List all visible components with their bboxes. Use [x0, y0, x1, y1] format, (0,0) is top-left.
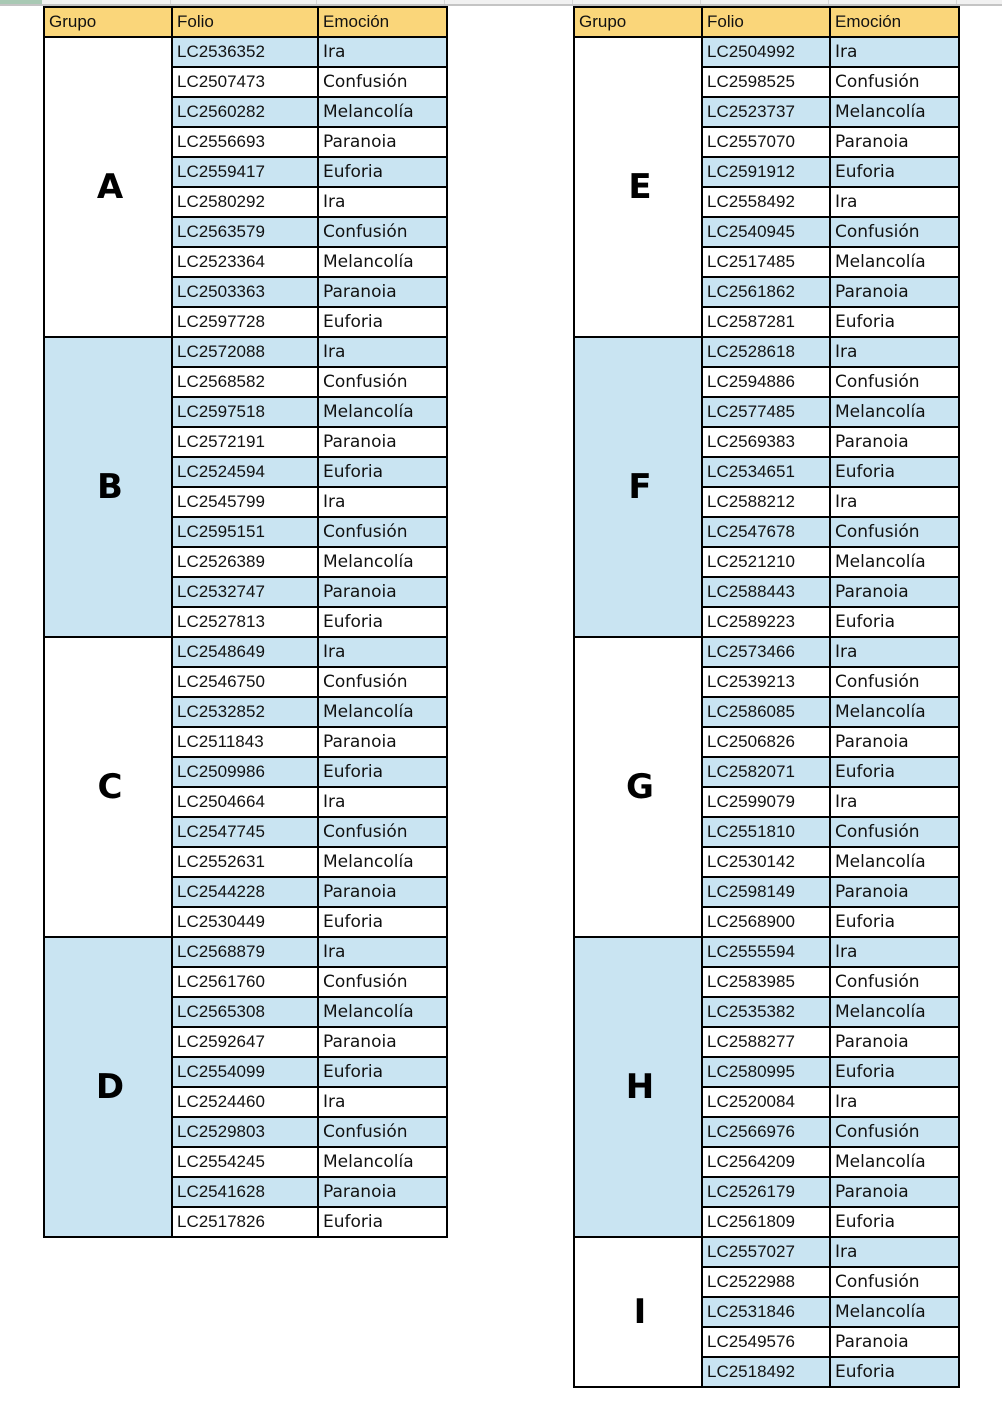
- group-label-cell[interactable]: G: [574, 637, 702, 937]
- folio-cell[interactable]: LC2556693: [172, 127, 318, 157]
- emocion-cell[interactable]: Confusión: [318, 67, 447, 97]
- emocion-cell[interactable]: Ira: [830, 937, 959, 967]
- folio-cell[interactable]: LC2560282: [172, 97, 318, 127]
- folio-cell[interactable]: LC2521210: [702, 547, 830, 577]
- emocion-cell[interactable]: Ira: [830, 187, 959, 217]
- emocion-cell[interactable]: Ira: [830, 1087, 959, 1117]
- folio-cell[interactable]: LC2529803: [172, 1117, 318, 1147]
- emocion-cell[interactable]: Paranoia: [318, 427, 447, 457]
- emocion-cell[interactable]: Confusión: [830, 217, 959, 247]
- emocion-cell[interactable]: Paranoia: [318, 877, 447, 907]
- emocion-cell[interactable]: Paranoia: [318, 727, 447, 757]
- header-grupo[interactable]: Grupo: [574, 7, 702, 37]
- emocion-cell[interactable]: Melancolía: [318, 547, 447, 577]
- table-row: [44, 337, 447, 367]
- emocion-cell[interactable]: Euforia: [830, 307, 959, 337]
- folio-cell[interactable]: LC2509986: [172, 757, 318, 787]
- emocion-cell[interactable]: Melancolía: [830, 1147, 959, 1177]
- emocion-cell[interactable]: Euforia: [318, 607, 447, 637]
- emocion-cell[interactable]: Confusión: [830, 667, 959, 697]
- folio-cell[interactable]: LC2591912: [702, 157, 830, 187]
- folio-cell[interactable]: LC2595151: [172, 517, 318, 547]
- folio-cell[interactable]: LC2541628: [172, 1177, 318, 1207]
- emocion-cell[interactable]: Paranoia: [830, 1177, 959, 1207]
- header-row: [574, 7, 959, 37]
- folio-cell[interactable]: LC2559417: [172, 157, 318, 187]
- header-emocion[interactable]: Emoción: [830, 7, 959, 37]
- emocion-cell[interactable]: Ira: [830, 487, 959, 517]
- folio-cell[interactable]: LC2523364: [172, 247, 318, 277]
- column-divider: [956, 0, 957, 4]
- emocion-cell[interactable]: Confusión: [830, 967, 959, 997]
- folio-cell[interactable]: LC2564209: [702, 1147, 830, 1177]
- emocion-cell[interactable]: Confusión: [830, 817, 959, 847]
- folio-cell[interactable]: LC2524460: [172, 1087, 318, 1117]
- emocion-cell[interactable]: Paranoia: [830, 127, 959, 157]
- emocion-cell[interactable]: Melancolía: [318, 247, 447, 277]
- folio-cell[interactable]: LC2583985: [702, 967, 830, 997]
- emocion-cell[interactable]: Melancolía: [830, 97, 959, 127]
- emocion-cell[interactable]: Melancolía: [318, 697, 447, 727]
- group-label-cell[interactable]: F: [574, 337, 702, 637]
- emocion-cell[interactable]: Paranoia: [318, 127, 447, 157]
- folio-cell[interactable]: LC2507473: [172, 67, 318, 97]
- emocion-cell[interactable]: Confusión: [318, 817, 447, 847]
- folio-cell[interactable]: LC2561760: [172, 967, 318, 997]
- header-emocion[interactable]: Emoción: [318, 7, 447, 37]
- emocion-cell[interactable]: Euforia: [318, 457, 447, 487]
- emocion-cell[interactable]: Confusión: [318, 1117, 447, 1147]
- group-label-cell[interactable]: C: [44, 637, 172, 937]
- emocion-cell[interactable]: Ira: [318, 337, 447, 367]
- emocion-cell[interactable]: Paranoia: [830, 1327, 959, 1357]
- folio-cell[interactable]: LC2520084: [702, 1087, 830, 1117]
- folio-cell[interactable]: LC2518492: [702, 1357, 830, 1387]
- emocion-cell[interactable]: Paranoia: [830, 577, 959, 607]
- folio-cell[interactable]: LC2524594: [172, 457, 318, 487]
- folio-cell[interactable]: LC2586085: [702, 697, 830, 727]
- header-folio[interactable]: Folio: [702, 7, 830, 37]
- emocion-cell[interactable]: Paranoia: [318, 577, 447, 607]
- folio-cell[interactable]: LC2597518: [172, 397, 318, 427]
- folio-cell[interactable]: LC2597728: [172, 307, 318, 337]
- emocion-cell[interactable]: Ira: [830, 37, 959, 67]
- folio-cell[interactable]: LC2517485: [702, 247, 830, 277]
- folio-cell[interactable]: LC2554099: [172, 1057, 318, 1087]
- emocion-cell[interactable]: Euforia: [318, 757, 447, 787]
- emocion-cell[interactable]: Confusión: [830, 1117, 959, 1147]
- emocion-cell[interactable]: Melancolía: [830, 547, 959, 577]
- folio-cell[interactable]: LC2523737: [702, 97, 830, 127]
- emocion-cell[interactable]: Euforia: [830, 1357, 959, 1387]
- folio-cell[interactable]: LC2535382: [702, 997, 830, 1027]
- folio-cell[interactable]: LC2555594: [702, 937, 830, 967]
- folio-cell[interactable]: LC2546750: [172, 667, 318, 697]
- table-row: [574, 37, 959, 67]
- folio-cell[interactable]: LC2548649: [172, 637, 318, 667]
- folio-cell[interactable]: LC2532747: [172, 577, 318, 607]
- folio-cell[interactable]: LC2587281: [702, 307, 830, 337]
- emocion-cell[interactable]: Euforia: [318, 1207, 447, 1237]
- emocion-cell[interactable]: Euforia: [318, 307, 447, 337]
- emocion-cell[interactable]: Melancolía: [830, 697, 959, 727]
- emocion-cell[interactable]: Ira: [318, 187, 447, 217]
- emocion-cell[interactable]: Confusión: [318, 967, 447, 997]
- emocion-cell[interactable]: Paranoia: [318, 1177, 447, 1207]
- folio-cell[interactable]: LC2561809: [702, 1207, 830, 1237]
- folio-cell[interactable]: LC2599079: [702, 787, 830, 817]
- folio-cell[interactable]: LC2539213: [702, 667, 830, 697]
- folio-cell[interactable]: LC2568900: [702, 907, 830, 937]
- emocion-cell[interactable]: Euforia: [318, 907, 447, 937]
- emocion-cell[interactable]: Paranoia: [830, 277, 959, 307]
- folio-cell[interactable]: LC2572088: [172, 337, 318, 367]
- folio-cell[interactable]: LC2530449: [172, 907, 318, 937]
- selected-column-indicator: [0, 0, 42, 4]
- table-row: [44, 937, 447, 967]
- folio-cell[interactable]: LC2565308: [172, 997, 318, 1027]
- folio-cell[interactable]: LC2580995: [702, 1057, 830, 1087]
- folio-cell[interactable]: LC2528618: [702, 337, 830, 367]
- folio-cell[interactable]: LC2534651: [702, 457, 830, 487]
- folio-cell[interactable]: LC2545799: [172, 487, 318, 517]
- folio-cell[interactable]: LC2580292: [172, 187, 318, 217]
- column-divider: [170, 0, 171, 4]
- folio-cell[interactable]: LC2549576: [702, 1327, 830, 1357]
- emocion-cell[interactable]: Confusión: [830, 1267, 959, 1297]
- folio-cell[interactable]: LC2582071: [702, 757, 830, 787]
- folio-cell[interactable]: LC2531846: [702, 1297, 830, 1327]
- folio-cell[interactable]: LC2504664: [172, 787, 318, 817]
- emocion-cell[interactable]: Paranoia: [830, 877, 959, 907]
- emocion-cell[interactable]: Melancolía: [830, 247, 959, 277]
- folio-cell[interactable]: LC2563579: [172, 217, 318, 247]
- emocion-cell[interactable]: Ira: [318, 937, 447, 967]
- folio-cell[interactable]: LC2598149: [702, 877, 830, 907]
- folio-cell[interactable]: LC2568582: [172, 367, 318, 397]
- emocion-cell[interactable]: Melancolía: [830, 1297, 959, 1327]
- folio-cell[interactable]: LC2573466: [702, 637, 830, 667]
- folio-cell[interactable]: LC2503363: [172, 277, 318, 307]
- emocion-cell[interactable]: Euforia: [318, 1057, 447, 1087]
- emocion-cell[interactable]: Melancolía: [318, 97, 447, 127]
- emocion-cell[interactable]: Confusión: [318, 367, 447, 397]
- folio-cell[interactable]: LC2589223: [702, 607, 830, 637]
- folio-cell[interactable]: LC2547678: [702, 517, 830, 547]
- folio-cell[interactable]: LC2592647: [172, 1027, 318, 1057]
- folio-cell[interactable]: LC2540945: [702, 217, 830, 247]
- folio-cell[interactable]: LC2532852: [172, 697, 318, 727]
- emocion-cell[interactable]: Ira: [318, 787, 447, 817]
- emocion-cell[interactable]: Ira: [830, 1237, 959, 1267]
- group-label-cell[interactable]: A: [44, 37, 172, 337]
- emocion-cell[interactable]: Euforia: [318, 157, 447, 187]
- group-label-cell[interactable]: E: [574, 37, 702, 337]
- folio-cell[interactable]: LC2511843: [172, 727, 318, 757]
- emocion-cell[interactable]: Ira: [318, 487, 447, 517]
- table-row: [44, 637, 447, 667]
- folio-cell[interactable]: LC2588212: [702, 487, 830, 517]
- folio-cell[interactable]: LC2552631: [172, 847, 318, 877]
- emocion-cell[interactable]: Confusión: [318, 517, 447, 547]
- table-row: [574, 937, 959, 967]
- emocion-cell[interactable]: Confusión: [830, 67, 959, 97]
- folio-cell[interactable]: LC2504992: [702, 37, 830, 67]
- column-divider: [444, 0, 445, 4]
- emocion-cell[interactable]: Melancolía: [318, 847, 447, 877]
- left-group-table: [43, 6, 448, 1238]
- header-grupo[interactable]: Grupo: [44, 7, 172, 37]
- folio-cell[interactable]: LC2530142: [702, 847, 830, 877]
- folio-cell[interactable]: LC2536352: [172, 37, 318, 67]
- folio-cell[interactable]: LC2517826: [172, 1207, 318, 1237]
- folio-cell[interactable]: LC2551810: [702, 817, 830, 847]
- folio-cell[interactable]: LC2544228: [172, 877, 318, 907]
- emocion-cell[interactable]: Paranoia: [318, 1027, 447, 1057]
- table-row: [574, 337, 959, 367]
- emocion-cell[interactable]: Melancolía: [318, 1147, 447, 1177]
- column-divider: [828, 0, 829, 4]
- table-row: [574, 1237, 959, 1267]
- folio-cell[interactable]: LC2598525: [702, 67, 830, 97]
- folio-cell[interactable]: LC2522988: [702, 1267, 830, 1297]
- emocion-cell[interactable]: Ira: [318, 1087, 447, 1117]
- table-row: [574, 637, 959, 667]
- right-group-table: [573, 6, 960, 1388]
- column-divider: [572, 0, 573, 4]
- folio-cell[interactable]: LC2547745: [172, 817, 318, 847]
- folio-cell[interactable]: LC2527813: [172, 607, 318, 637]
- emocion-cell[interactable]: Melancolía: [830, 397, 959, 427]
- folio-cell[interactable]: LC2557070: [702, 127, 830, 157]
- emocion-cell[interactable]: Euforia: [830, 1207, 959, 1237]
- emocion-cell[interactable]: Confusión: [318, 217, 447, 247]
- column-divider: [700, 0, 701, 4]
- group-label-cell[interactable]: D: [44, 937, 172, 1237]
- folio-cell[interactable]: LC2506826: [702, 727, 830, 757]
- emocion-cell[interactable]: Confusión: [830, 517, 959, 547]
- emocion-cell[interactable]: Ira: [318, 37, 447, 67]
- folio-cell[interactable]: LC2526179: [702, 1177, 830, 1207]
- emocion-cell[interactable]: Paranoia: [830, 727, 959, 757]
- folio-cell[interactable]: LC2588443: [702, 577, 830, 607]
- emocion-cell[interactable]: Melancolía: [318, 397, 447, 427]
- header-row: [44, 7, 447, 37]
- emocion-cell[interactable]: Paranoia: [830, 427, 959, 457]
- emocion-cell[interactable]: Euforia: [830, 157, 959, 187]
- folio-cell[interactable]: LC2557027: [702, 1237, 830, 1267]
- emocion-cell[interactable]: Euforia: [830, 757, 959, 787]
- folio-cell[interactable]: LC2558492: [702, 187, 830, 217]
- emocion-cell[interactable]: Euforia: [830, 1057, 959, 1087]
- folio-cell[interactable]: LC2572191: [172, 427, 318, 457]
- emocion-cell[interactable]: Confusión: [318, 667, 447, 697]
- header-folio[interactable]: Folio: [172, 7, 318, 37]
- emocion-cell[interactable]: Confusión: [830, 367, 959, 397]
- emocion-cell[interactable]: Ira: [318, 637, 447, 667]
- emocion-cell[interactable]: Ira: [830, 337, 959, 367]
- emocion-cell[interactable]: Ira: [830, 787, 959, 817]
- folio-cell[interactable]: LC2554245: [172, 1147, 318, 1177]
- group-label-cell[interactable]: H: [574, 937, 702, 1237]
- folio-cell[interactable]: LC2568879: [172, 937, 318, 967]
- folio-cell[interactable]: LC2566976: [702, 1117, 830, 1147]
- emocion-cell[interactable]: Euforia: [830, 457, 959, 487]
- column-divider: [316, 0, 317, 4]
- group-label-cell[interactable]: B: [44, 337, 172, 637]
- group-label-cell[interactable]: I: [574, 1237, 702, 1387]
- folio-cell[interactable]: LC2569383: [702, 427, 830, 457]
- emocion-cell[interactable]: Melancolía: [830, 997, 959, 1027]
- emocion-cell[interactable]: Euforia: [830, 607, 959, 637]
- emocion-cell[interactable]: Melancolía: [318, 997, 447, 1027]
- folio-cell[interactable]: LC2577485: [702, 397, 830, 427]
- emocion-cell[interactable]: Paranoia: [318, 277, 447, 307]
- emocion-cell[interactable]: Ira: [830, 637, 959, 667]
- folio-cell[interactable]: LC2588277: [702, 1027, 830, 1057]
- table-row: [44, 37, 447, 67]
- emocion-cell[interactable]: Paranoia: [830, 1027, 959, 1057]
- folio-cell[interactable]: LC2594886: [702, 367, 830, 397]
- folio-cell[interactable]: LC2526389: [172, 547, 318, 577]
- folio-cell[interactable]: LC2561862: [702, 277, 830, 307]
- emocion-cell[interactable]: Euforia: [830, 907, 959, 937]
- emocion-cell[interactable]: Melancolía: [830, 847, 959, 877]
